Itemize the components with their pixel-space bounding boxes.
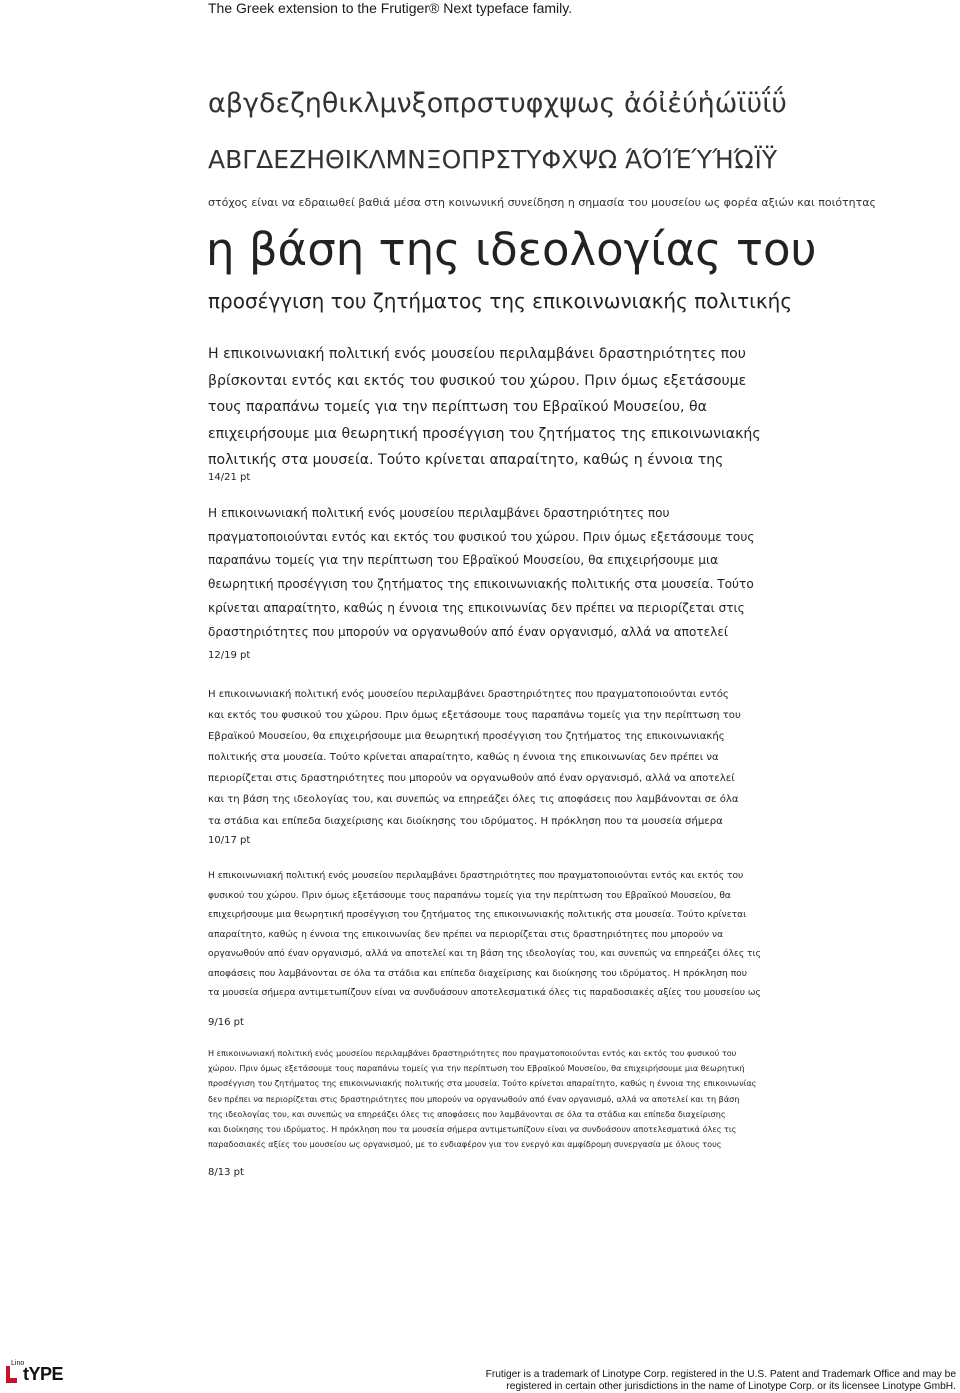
paragraph-line: επιχειρήσουμε μια θεωρητική προσέγγιση του ζητήματος της επικοινωνιακής: [208, 425, 761, 442]
size-label-8-13: 8/13 pt: [208, 1167, 244, 1178]
paragraph-line: δεν πρέπει να περιορίζεται στις δραστηριότητες που μπορούν να οργανωθούν από έναν οργανισμό, αλλά να αποτελεί και τη βάση: [208, 1093, 740, 1104]
paragraph-line: απαραίτητο, καθώς η έννοια της επικοινωνίας δεν πρέπει να περιορίζεται στις δραστηριότητες που μπορούν να: [208, 929, 724, 940]
page-header-title: The Greek extension to the Frutiger® Next typeface family.: [208, 0, 573, 16]
paragraph-line: τα στάδια και επίπεδα διαχείρισης και διοίκησης του ιδρύματος. Η πρόκληση που τα μουσεία σήμερα: [208, 815, 723, 827]
paragraph-line: και διοίκησης του ιδρύματος. Η πρόκληση που τα μουσεία σήμερα αντιμετωπίζουν είναι να συνδυάσουν αποτελεσματικά όλες τις: [208, 1124, 737, 1135]
paragraph-line: και εκτός του φυσικού του χώρου. Πριν όμως εξετάσουμε τους παραπάνω τομείς για την περίπτωση του: [208, 710, 741, 722]
linotype-logo: [6, 1360, 66, 1386]
paragraph-line: κρίνεται απαραίτητο, καθώς η έννοια της επικοινωνίας δεν πρέπει να περιορίζεται στις: [208, 600, 745, 615]
paragraph-line: φυσικού του χώρου. Πριν όμως εξετάσουμε τους παραπάνω τομείς για την περίπτωση του Εβραϊκού Μουσείου, θα: [208, 890, 731, 901]
logo-prefix: Lino: [11, 1360, 25, 1367]
paragraph-10-17: [208, 684, 798, 832]
footer-line: registered in certain other jurisdictions in the name of Linotype Corp. or its licensee Linotype GmbH.: [506, 1381, 956, 1392]
paragraph-line: επιχειρήσουμε μια θεωρητική προσέγγιση του ζητήματος της επικοινωνιακής πολιτικής στα μουσεία. Τούτο κρίνεται: [208, 910, 747, 920]
paragraph-line: περιορίζεται στις δραστηριότητες που μπορούν να οργανωθούν από έναν οργανισμό, αλλά να αποτελεί: [208, 773, 735, 785]
paragraph-line: παραπάνω τομείς για την περίπτωση του Εβραϊκού Μουσείου, θα επιχειρήσουμε μια: [208, 553, 719, 568]
paragraph-line: Η επικοινωνιακή πολιτική ενός μουσείου περιλαμβάνει δραστηριότητες που: [208, 346, 746, 362]
footer-line: Frutiger is a trademark of Linotype Corp. registered in the U.S. Patent and Trademark Office and may be: [485, 1369, 956, 1380]
lowercase-alphabet-sample: αβγδεζηθικλμνξοπρστυφχψως ἀόἰἐύἡώϊϋΐΰ: [208, 88, 787, 119]
size-label-12-19: 12/19 pt: [208, 650, 251, 661]
paragraph-line: της ιδεολογίας του, και συνεπώς να επηρεάζει όλες τις αποφάσεις που λαμβάνονται σε όλα τα στάδια και επίπεδα διαχείρισης: [208, 1108, 726, 1119]
paragraph-line: προσέγγιση του ζητήματος της επικοινωνιακής πολιτικής στα μουσεία. Τούτο κρίνεται απαραίτητο, καθώς η έννοια της επικοινωνίας: [208, 1078, 757, 1089]
paragraph-line: Η επικοινωνιακή πολιτική ενός μουσείου περιλαμβάνει δραστηριότητες που πραγματοποιούνται εντός: [208, 689, 729, 700]
size-label-10-17: 10/17 pt: [208, 835, 251, 846]
paragraph-line: θεωρητική προσέγγιση του ζητήματος της επικοινωνιακής πολιτικής στα μουσεία. Τούτο: [208, 577, 754, 592]
subheading-text-sample: προσέγγιση του ζητήματος της επικοινωνιακής πολιτικής: [208, 289, 793, 313]
paragraph-line: αποφάσεις που λαμβάνονται σε όλα τα στάδια και επίπεδα διαχείρισης και διοίκησης του ιδρύματος. Η πρόκληση που: [208, 968, 748, 979]
size-label-14-21: 14/21 pt: [208, 472, 251, 483]
paragraph-line: οργανωθούν από έναν οργανισμό, αλλά να αποτελεί και τη βάση της ιδεολογίας του, και συνεπώς να επηρεάζει όλες τις: [208, 949, 761, 959]
display-text-sample: η βάση της ιδεολογίας του: [206, 223, 817, 276]
paragraph-line: πολιτικής στα μουσεία. Τούτο κρίνεται απαραίτητο, καθώς η έννοια της: [208, 452, 724, 468]
small-text-sample: στόχος είναι να εδραιωθεί βαθιά μέσα στη κοινωνική συνείδηση η σημασία του μουσείου ως φορέα αξιών και ποιότητας: [208, 196, 876, 209]
paragraph-8-13: [208, 1046, 798, 1152]
paragraph-line: πολιτικής στα μουσεία. Τούτο κρίνεται απαραίτητο, καθώς η έννοια της επικοινωνίας δεν πρέπει να: [208, 752, 719, 764]
paragraph-line: τους παραπάνω τομείς για την περίπτωση του Εβραϊκού Μουσείου, θα: [208, 399, 707, 415]
paragraph-line: δραστηριότητες που μπορούν να οργανωθούν από έναν οργανισμό, αλλά να αποτελεί: [208, 624, 728, 639]
paragraph-line: τα μουσεία σήμερα αντιμετωπίζουν είναι να συνδυάσουν αποτελεσματικά όλες τις παραδοσιακές αξίες του μουσείου ως: [208, 988, 761, 998]
paragraph-14-21: [208, 341, 798, 474]
paragraph-line: παραδοσιακές αξίες του μουσείου ως οργανισμού, με το ενδιαφέρον για τον ενεργό και αμφίδρομη συνεργασία με όλους τους: [208, 1139, 722, 1150]
paragraph-line: χώρου. Πριν όμως εξετάσουμε τους παραπάνω τομείς για την περίπτωση του Εβραϊκού Μουσείου, θα επιχειρήσουμε μια θεωρητική: [208, 1063, 745, 1074]
uppercase-alphabet-sample: ΑΒΓΔΕΖΗΘΙΚΛΜΝΞΟΠΡΣΤΥΦΧΨΩ ΆΌΊΈΎΉΏΪΫ: [208, 145, 778, 174]
size-label-9-16: 9/16 pt: [208, 1017, 244, 1028]
logo-word: tYPE: [23, 1364, 64, 1384]
paragraph-line: Η επικοινωνιακή πολιτική ενός μουσείου περιλαμβάνει δραστηριότητες που πραγματοποιούνται εντός και εκτός του φυσικού του: [208, 1048, 737, 1058]
paragraph-line: Η επικοινωνιακή πολιτική ενός μουσείου περιλαμβάνει δραστηριότητες που: [208, 506, 670, 520]
paragraph-line: Η επικοινωνιακή πολιτική ενός μουσείου περιλαμβάνει δραστηριότητες που πραγματοποιούνται εντός και εκτός του: [208, 871, 744, 881]
paragraph-9-16: [208, 867, 798, 1004]
paragraph-line: βρίσκονται εντός και εκτός του φυσικού του χώρου. Πριν όμως εξετάσουμε: [208, 372, 747, 389]
paragraph-12-19: [208, 502, 798, 644]
trademark-footer: [468, 1369, 956, 1393]
paragraph-line: πραγματοποιούνται εντός και εκτός του φυσικού του χώρου. Πριν όμως εξετάσουμε τους: [208, 529, 755, 544]
paragraph-line: Εβραϊκού Μουσείου, θα επιχειρήσουμε μια θεωρητική προσέγγιση του ζητήματος της επικοινωνιακής: [208, 731, 725, 743]
paragraph-line: και τη βάση της ιδεολογίας του, και συνεπώς να επηρεάζει όλες τις αποφάσεις που λαμβάνονται σε όλα: [208, 794, 739, 806]
